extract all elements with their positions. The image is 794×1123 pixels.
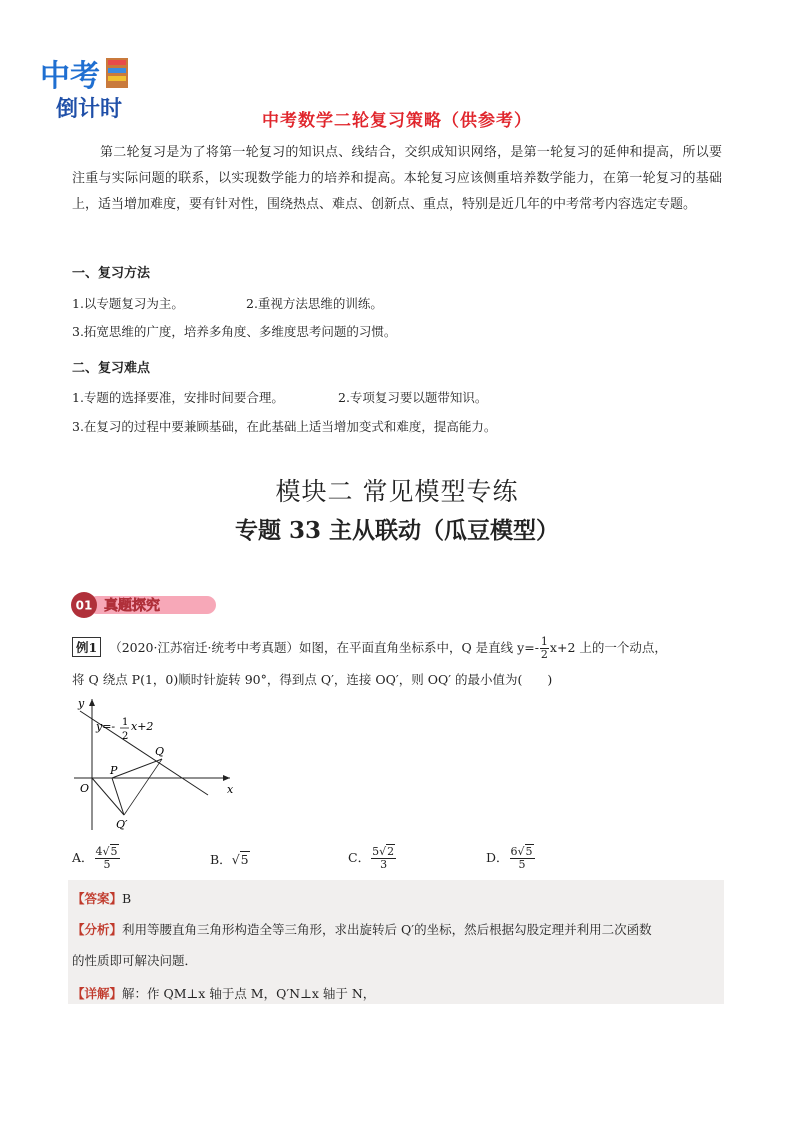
question-line-2: 将 Q 绕点 P(1，0)顺时针旋转 90°，得到点 Q′，连接 OQ′，则 OQ′ 的最小值为( ) <box>72 672 553 687</box>
banner-number: 01 <box>75 598 93 613</box>
option-d[interactable]: D． $\frac{6√5}{5}$ <box>486 845 533 871</box>
intro-paragraph: 第二轮复习是为了将第一轮复习的知识点、线结合，交织成知识网络，是第一轮复习的延伸和提高，所以要注重与实际问题的联系，以实现数学能力的培养和提高。本轮复习应该侧重培养数学能力，在第一轮复习的基础上，适当增加难度，要有针对性，围绕热点、难点、创新点、重点，特别是近几年的中考常考内容选定专题。 <box>72 145 722 212</box>
detail-tag: 【详解】 <box>72 986 123 1001</box>
analysis-tag: 【分析】 <box>72 922 123 937</box>
module-title: 模块二 常见模型专练 <box>275 477 519 506</box>
analysis-line-1: 【分析】利用等腰直角三角形构造全等三角形，求出旋转后 Q′的坐标，然后根据勾股定理并利用二次函数 <box>72 922 652 937</box>
analysis-line-2: 的性质即可解决问题． <box>72 953 198 968</box>
logo-top-text: 中考 <box>40 59 100 94</box>
equation-numerator: 1 <box>122 717 129 728</box>
document-title: 中考数学二轮复习策略（供参考） <box>262 111 532 131</box>
x-axis-label: x <box>227 783 234 796</box>
point-q-label: Q <box>155 745 165 758</box>
logo-bottom-text: 倒计时 <box>56 97 123 122</box>
y-axis-label: y <box>78 697 85 710</box>
equation-denominator: 2 <box>122 731 129 742</box>
option-b[interactable]: B．√5 <box>210 852 249 867</box>
topic-title: 专题 33 主从联动（瓜豆模型） <box>234 517 560 544</box>
difficulties-item-2: 2.专项复习要以题带知识。 <box>338 390 488 405</box>
segment-pq-prime <box>112 778 124 815</box>
question-fraction: $\frac{1}{2}$ <box>540 635 548 661</box>
segment-pq <box>112 759 162 778</box>
option-a[interactable]: A． $\frac{4√5}{5}$ <box>72 845 118 871</box>
question-line1-tail: x+2 上的一个动点， <box>549 640 667 655</box>
difficulties-item-3: 3.在复习的过程中要兼顾基础，在此基础上适当增加变式和难度，提高能力。 <box>72 419 497 434</box>
banner-label: 真题探究 <box>104 598 160 614</box>
question-line-1 <box>72 636 667 661</box>
question-badge: 例1 <box>72 637 101 657</box>
answer-line <box>72 889 131 907</box>
section-banner <box>70 592 220 618</box>
answer-value: B <box>122 891 132 906</box>
methods-item-1: 1.以专题复习为主。 <box>72 296 184 311</box>
detail-line: 【详解】解：作 QM⊥x 轴于点 M，Q′N⊥x 轴于 N， <box>72 986 376 1001</box>
figure-svg <box>70 695 240 835</box>
segment-oq-prime <box>92 778 124 815</box>
methods-item-2: 2.重视方法思维的训练。 <box>246 296 383 311</box>
equation-prefix: y=- <box>96 720 116 733</box>
origin-label: O <box>80 782 90 795</box>
question-source: （2020·江苏宿迁·统考中考真题）如图，在平面直角坐标系中，Q 是直线 y=- <box>109 640 539 655</box>
section-heading-difficulties: 二、复习难点 <box>72 361 151 376</box>
answer-tag: 【答案】 <box>72 891 123 906</box>
segment-qq-prime <box>124 759 162 815</box>
coordinate-figure <box>70 695 240 835</box>
point-p-label: P <box>110 764 118 777</box>
section-heading-methods: 一、复习方法 <box>72 266 151 281</box>
option-c[interactable]: C． $\frac{5√2}{3}$ <box>348 845 395 871</box>
methods-item-3: 3.拓宽思维的广度，培养多角度、多维度思考问题的习惯。 <box>72 324 397 339</box>
equation-suffix: x+2 <box>131 720 154 733</box>
difficulties-item-1: 1.专题的选择要准，安排时间要合理。 <box>72 390 284 405</box>
point-q-prime-label: Q′ <box>116 818 128 831</box>
